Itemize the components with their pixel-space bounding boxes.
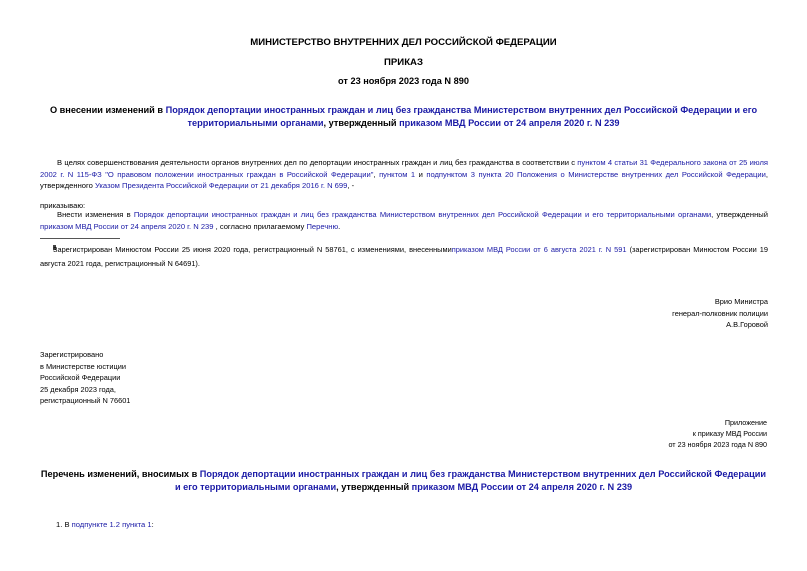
preamble-text-5: , утвержденного <box>40 169 768 190</box>
order-text-1: Внести изменения в <box>57 210 134 219</box>
item1-prefix: 1. В <box>56 520 72 529</box>
order-word: приказываю: <box>40 201 86 210</box>
item1-suffix: : <box>151 520 154 529</box>
order-paragraph <box>40 209 768 232</box>
appendix-line: Приложение <box>724 418 767 427</box>
order-text-2: , утвержденный <box>711 210 768 219</box>
doc-type-heading: ПРИКАЗ <box>384 57 423 68</box>
list-title-prefix: Перечень изменений, вносимых в <box>40 469 200 479</box>
title-prefix: О внесении изменений в <box>49 105 166 115</box>
order-text-3: , согласно прилагаемому <box>213 221 307 231</box>
list-item <box>56 520 154 529</box>
registration-line: Зарегистрировано <box>40 350 104 359</box>
changes-list-title <box>40 468 767 494</box>
footnote-text-2: (зарегистрирован Минюстом России 19 августа 2021 года, регистрационный N 64691). <box>40 245 768 268</box>
list-title-middle: , утвержденный <box>336 482 412 492</box>
registration-line: 25 декабря 2023 года, <box>40 384 116 394</box>
list-title-link-order-239[interactable]: приказом МВД России от 24 апреля 2020 г. N 239 <box>411 482 633 492</box>
registration-line: регистрационный N 76601 <box>40 396 131 406</box>
appendix-line: от 23 ноября 2023 года N 890 <box>668 439 767 449</box>
preamble-paragraph <box>40 157 768 192</box>
footnote-text-1: Зарегистрирован Минюстом России 25 июня 2020 года, регистрационный N 58761, с изменениями, внесенными <box>53 245 452 254</box>
preamble-text-3: и <box>415 169 427 179</box>
signature-name: А.В.Горовой <box>726 320 768 329</box>
registration-block <box>40 349 130 407</box>
document-title <box>40 104 767 130</box>
item1-link-subpoint-1-2[interactable]: подпункте 1.2 пункта 1 <box>71 520 152 529</box>
order-link-deportation-procedure[interactable]: Порядок депортации иностранных граждан и лиц без гражданства Министерством внутренних дел Российской Федерации и его территориальными органами <box>133 210 712 219</box>
title-link-order-239[interactable]: приказом МВД России от 24 апреля 2020 г. N 239 <box>399 118 620 128</box>
link-point-1[interactable]: пунктом 1 <box>379 169 416 179</box>
link-subpoint-3-point-20[interactable]: подпунктом 3 пункта 20 <box>426 169 514 179</box>
footnote-divider <box>40 238 120 239</box>
order-link-list[interactable]: Перечню <box>306 221 339 231</box>
title-middle: , утвержденный <box>323 118 400 128</box>
order-link-order-239[interactable]: приказом МВД России от 24 апреля 2020 г. N 239 <box>40 221 214 231</box>
link-mvd-regulation[interactable]: Положения о Министерстве внутренних дел Российской Федерации <box>517 169 766 179</box>
signature-block <box>672 296 768 331</box>
list-title-link-deportation-procedure[interactable]: Порядок депортации иностранных граждан и лиц без гражданства Министерством внутренних дел Российской Федерации и его территориальными органами <box>174 469 767 492</box>
footnote <box>40 243 768 271</box>
link-presidential-decree-699[interactable]: Указом Президента Российской Федерации от 21 декабря 2016 г. N 699 <box>94 181 348 190</box>
registration-line: в Министерстве юстиции <box>40 361 127 371</box>
signature-position: Врио Министра <box>714 297 768 306</box>
signature-rank: генерал-полковник полиции <box>672 308 768 318</box>
title-link-deportation-procedure[interactable]: Порядок депортации иностранных граждан и лиц без гражданства Министерством внутренних дел Российской Федерации и его территориальными органами <box>165 105 758 128</box>
appendix-line: к приказу МВД России <box>692 428 767 438</box>
order-text-4: . <box>338 221 341 231</box>
registration-line: Российской Федерации <box>40 373 121 383</box>
ministry-heading: МИНИСТЕРСТВО ВНУТРЕННИХ ДЕЛ РОССИЙСКОЙ ФЕДЕРАЦИИ <box>250 37 557 48</box>
footnote-link-order-591[interactable]: приказом МВД России от 6 августа 2021 г. N 591 <box>451 245 627 254</box>
link-federal-law-115[interactable]: пунктом 4 статьи 31 Федерального закона от 25 июля 2002 г. N 115-ФЗ "О правовом положении иностранных граждан в Российской Федерации" <box>40 158 768 179</box>
preamble-text-6: , - <box>347 181 355 190</box>
preamble-text-1: В целях совершенствования деятельности органов внутренних дел по депортации иностранных граждан и лиц без гражданства в соответствии с <box>57 158 578 167</box>
doc-date-number: от 23 ноября 2023 года N 890 <box>338 76 469 86</box>
preamble-text-2: , <box>373 169 380 179</box>
appendix-header <box>668 418 767 450</box>
